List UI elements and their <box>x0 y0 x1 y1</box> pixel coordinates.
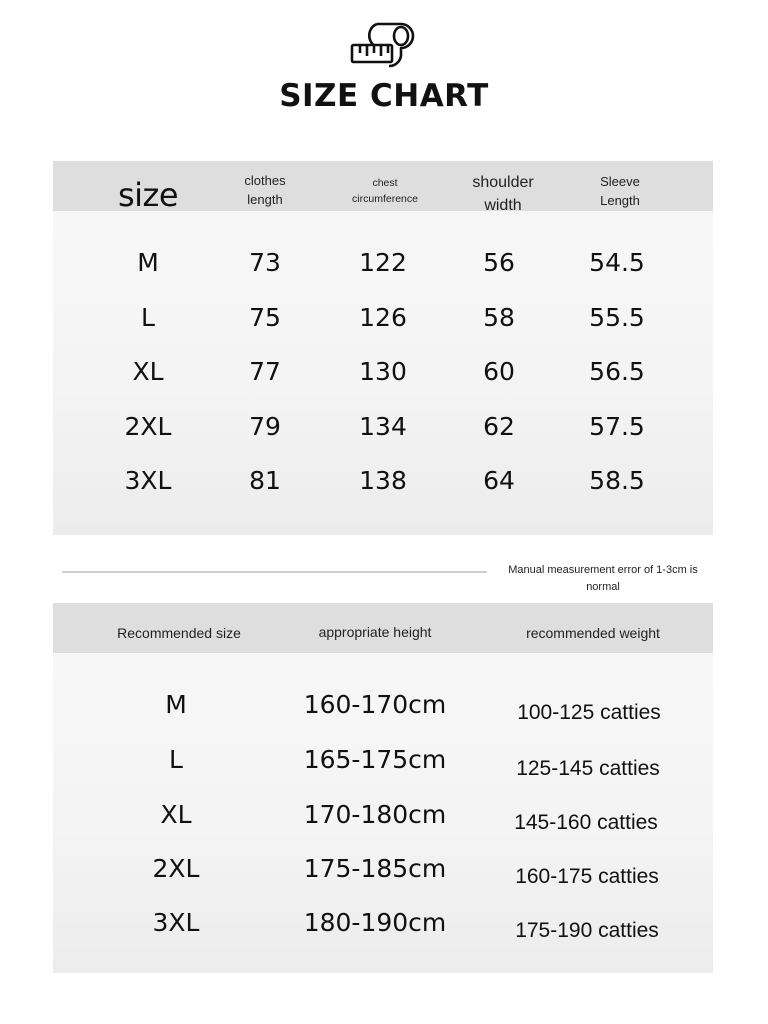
cell-size: 3XL <box>124 466 172 495</box>
cell-sleeve: 54.5 <box>589 248 645 277</box>
cell-chest: 126 <box>359 303 407 332</box>
cell-weight: 100-125 catties <box>517 701 661 724</box>
header-clothes-length: clothes length <box>244 173 286 207</box>
cell-shoulder: 56 <box>483 248 515 277</box>
cell-sleeve: 57.5 <box>589 412 645 441</box>
cell-size: 2XL <box>124 412 172 441</box>
header-recommended-weight: recommended weight <box>526 625 660 641</box>
cell-height: 180-190cm <box>303 908 447 937</box>
header-shoulder: shoulder width <box>472 174 534 214</box>
cell-size: 2XL <box>152 854 200 883</box>
cell-height: 160-170cm <box>303 690 447 719</box>
header-size: size <box>117 176 179 214</box>
header-appropriate-height: appropriate height <box>318 624 432 640</box>
cell-length: 77 <box>249 357 281 386</box>
cell-weight: 125-145 catties <box>516 757 660 780</box>
header-recommended-size: Recommended size <box>117 625 241 641</box>
cell-length: 73 <box>249 248 281 277</box>
header-sleeve: Sleeve Length <box>600 174 640 208</box>
measurement-note: Manual measurement error of 1-3cm is normal <box>508 564 698 593</box>
cell-size: XL <box>160 800 192 829</box>
cell-height: 170-180cm <box>303 800 447 829</box>
cell-shoulder: 60 <box>483 357 515 386</box>
cell-length: 75 <box>249 303 281 332</box>
cell-size: M <box>165 690 187 719</box>
cell-chest: 122 <box>359 248 407 277</box>
cell-length: 79 <box>249 412 281 441</box>
cell-weight: 160-175 catties <box>515 865 659 888</box>
cell-chest: 130 <box>359 357 407 386</box>
measuring-tape-icon <box>349 20 415 68</box>
cell-length: 81 <box>249 466 281 495</box>
cell-size: M <box>137 248 159 277</box>
cell-weight: 175-190 catties <box>515 919 659 942</box>
cell-size: XL <box>132 357 164 386</box>
cell-sleeve: 58.5 <box>589 466 645 495</box>
cell-size: 3XL <box>152 908 200 937</box>
cell-height: 175-185cm <box>303 854 447 883</box>
cell-sleeve: 56.5 <box>589 357 645 386</box>
cell-weight: 145-160 catties <box>514 811 658 834</box>
cell-height: 165-175cm <box>303 745 447 774</box>
cell-shoulder: 62 <box>483 412 515 441</box>
cell-chest: 138 <box>359 466 407 495</box>
cell-size: L <box>141 303 155 332</box>
cell-size: L <box>169 745 183 774</box>
cell-chest: 134 <box>359 412 407 441</box>
cell-sleeve: 55.5 <box>589 303 645 332</box>
divider <box>62 571 487 573</box>
cell-shoulder: 64 <box>483 466 515 495</box>
cell-shoulder: 58 <box>483 303 515 332</box>
page-title: SIZE CHART <box>279 78 489 114</box>
header-chest: chest circumference <box>352 177 418 205</box>
